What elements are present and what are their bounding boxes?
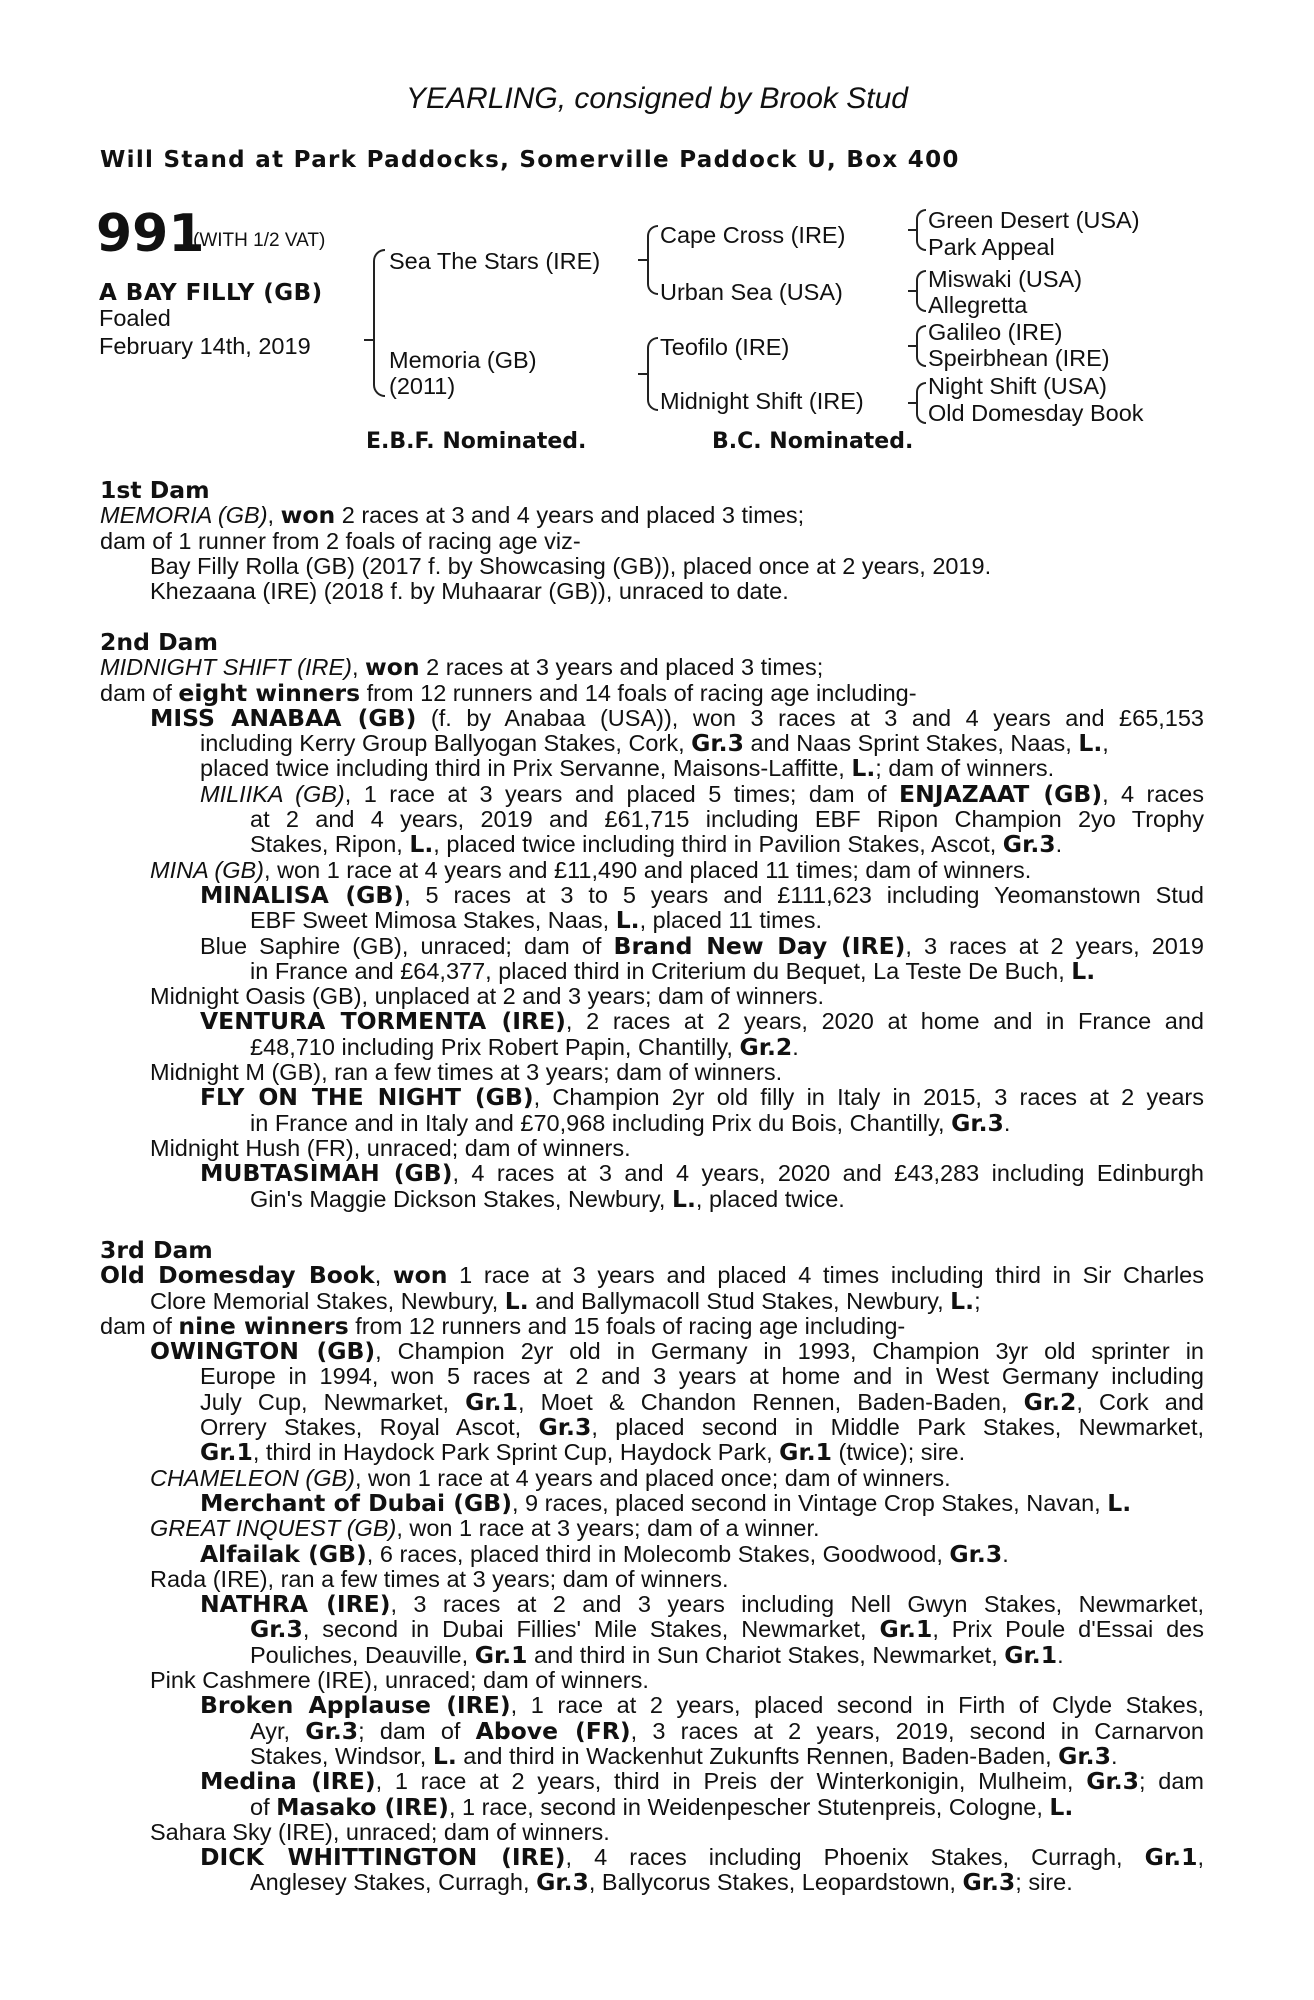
lot-number: 991 xyxy=(96,204,205,264)
bold-text: Gr.3 xyxy=(962,1868,1016,1897)
ebf-nominated: E.B.F. Nominated. xyxy=(366,429,587,454)
record-line xyxy=(100,1870,1204,1895)
text-run: . xyxy=(792,1033,799,1060)
sire-name: Sea The Stars (IRE) xyxy=(389,248,601,274)
record-line xyxy=(100,478,1204,503)
bold-text: Alfailak (GB) xyxy=(200,1539,367,1568)
catalogue-title: YEARLING, consigned by Brook Stud xyxy=(406,82,908,115)
section-heading: 2nd Dam xyxy=(100,628,218,656)
bold-text: L. xyxy=(1078,729,1103,758)
text-run: Stakes, Ripon, xyxy=(250,831,410,858)
text-run: , won 1 race at 4 years and placed once; dam of winners. xyxy=(355,1464,951,1491)
bold-text: NATHRA (IRE) xyxy=(200,1590,391,1619)
text-run: , 4 races at 3 and 4 years, 2020 and £43,283 including Edinburgh xyxy=(452,1160,1204,1187)
record-line xyxy=(100,1741,1204,1770)
bold-text: Old Domesday Book xyxy=(100,1261,375,1290)
record-line xyxy=(100,1716,1204,1745)
record-line xyxy=(100,1161,1204,1186)
record-line xyxy=(100,1792,1204,1821)
text-run: Pouliches, Deauville, xyxy=(250,1641,475,1668)
text-run: , Prix Poule d'Essai des xyxy=(932,1616,1204,1643)
text-run: , 3 races at 2 years, 2019 xyxy=(905,932,1204,959)
text-run: in France and £64,377, placed third in Criterium du Bequet, La Teste De Buch, xyxy=(250,957,1072,984)
text-run: . xyxy=(1110,1742,1118,1769)
italic-name: CHAMELEON (GB) xyxy=(150,1464,355,1491)
text-run: and third in Wackenhut Zukunfts Rennen, Baden-Baden, xyxy=(456,1742,1059,1769)
bold-text: eight winners xyxy=(178,678,361,707)
text-run: , 1 race, second in Weidenpescher Stutenpreis, Cologne, xyxy=(448,1793,1050,1820)
record-line xyxy=(100,1032,1204,1061)
record-line: dam of 1 runner from 2 foals of racing age viz- xyxy=(100,527,581,554)
record-line xyxy=(100,1286,1204,1315)
record-line xyxy=(100,1516,1204,1541)
text-run: , Ballycorus Stakes, Leopardstown, xyxy=(588,1869,963,1896)
text-run: , won 1 race at 3 years; dam of a winner. xyxy=(396,1515,820,1542)
record-line xyxy=(100,1311,1204,1340)
bold-text: Gr.3 xyxy=(536,1868,589,1897)
record-line xyxy=(100,1339,1204,1364)
bold-text: L. xyxy=(615,906,640,935)
text-run: , Cork and xyxy=(1076,1388,1204,1415)
record-line xyxy=(100,1387,1204,1416)
text-run: , 9 races, placed second in Vintage Crop Stakes, Navan, xyxy=(511,1489,1108,1516)
record-line xyxy=(100,1238,1204,1263)
record-line xyxy=(100,880,1204,909)
vat-note: (WITH 1/2 VAT) xyxy=(193,230,326,251)
record-line xyxy=(100,703,1205,732)
text-run: , Champion 2yr old in Germany in 1993, Champion 3yr old sprinter in xyxy=(375,1338,1204,1365)
bold-text: Gr.1 xyxy=(1144,1843,1198,1872)
italic-name: GREAT INQUEST (GB) xyxy=(150,1515,397,1542)
italic-name: MIDNIGHT SHIFT (IRE) xyxy=(100,654,352,681)
text-run: EBF Sweet Mimosa Stakes, Naas, xyxy=(250,907,616,934)
bold-text: Gr.1 xyxy=(879,1615,933,1644)
section-heading: 1st Dam xyxy=(100,476,210,504)
dam-name: Memoria (GB) xyxy=(389,347,537,373)
second-dam-section xyxy=(100,630,1204,1212)
record-line: MIDNIGHT SHIFT (IRE), won 2 races at 3 years and placed 3 times; xyxy=(100,653,824,682)
bc-nominated: B.C. Nominated. xyxy=(712,429,914,454)
bold-text: L. xyxy=(1107,1488,1132,1517)
record-line xyxy=(100,1466,1204,1491)
bold-text: Merchant of Dubai (GB) xyxy=(200,1488,512,1517)
text-run: Blue Saphire (GB), unraced; dam of xyxy=(200,932,614,959)
text-run: 1 race at 3 years and placed 4 times including third in Sir Charles xyxy=(447,1262,1205,1289)
record-line xyxy=(100,1415,1204,1440)
text-run: dam of xyxy=(100,679,179,706)
gg-name: Old Domesday Book xyxy=(928,400,1144,426)
record-line xyxy=(100,1108,1204,1137)
bold-text: OWINGTON (GB) xyxy=(150,1337,376,1366)
record-line: at 2 and 4 years, 2019 and £61,715 including EBF Ripon Champion 2yo Trophy xyxy=(250,806,1204,833)
text-run: ; dam of winners. xyxy=(875,755,1055,782)
third-dam-section xyxy=(100,1238,1204,1896)
bold-text: won xyxy=(392,1261,448,1290)
text-run: 2 races at 3 years and placed 3 times; xyxy=(419,654,824,681)
text-run: 2 races at 3 and 4 years and placed 3 times; xyxy=(335,502,805,529)
bold-text: Gr.2 xyxy=(1023,1387,1077,1416)
text-run: , placed second in Middle Park Stakes, Newmarket, xyxy=(591,1414,1204,1441)
text-run: , xyxy=(1102,730,1109,757)
text-run: July Cup, Newmarket, xyxy=(200,1388,466,1415)
text-run: , placed twice including third in Pavilion Stakes, Ascot, xyxy=(433,831,1003,858)
record-line xyxy=(100,1693,1204,1718)
bold-text: Gr.3 xyxy=(305,1716,359,1745)
text-run: , won 1 race at 4 years and £11,490 and placed 11 times; dam of winners. xyxy=(264,856,1032,883)
bold-text: Gr.3 xyxy=(1058,1741,1111,1770)
text-run: including Kerry Group Ballyogan Stakes, Cork, xyxy=(200,730,692,757)
text-run: in France and in Italy and £70,968 including Prix du Bois, Chantilly, xyxy=(250,1109,952,1136)
text-run: dam of xyxy=(100,1312,179,1339)
text-run: and Ballymacoll Stud Stakes, Newbury, xyxy=(528,1287,951,1314)
bold-text: Medina (IRE) xyxy=(200,1767,376,1796)
text-run: , 5 races at 3 to 5 years and £111,623 including Yeomanstown Stud xyxy=(404,881,1204,908)
text-run: , 2 races at 2 years, 2020 at home and in France and xyxy=(565,1008,1205,1035)
dam-sire-name: Teofilo (IRE) xyxy=(660,334,790,360)
text-run: . xyxy=(1055,831,1063,858)
bold-text: VENTURA TORMENTA (IRE) xyxy=(200,1007,566,1036)
text-run: Gin's Maggie Dickson Stakes, Newbury, xyxy=(250,1185,672,1212)
bold-text: Gr.3 xyxy=(1002,830,1056,859)
produce-record: Bay Filly Rolla (GB) (2017 f. by Showcasing (GB)), placed once at 2 years, 2019. xyxy=(150,552,992,579)
record-line xyxy=(100,756,1204,781)
record-line: Sahara Sky (IRE), unraced; dam of winners. xyxy=(150,1818,610,1845)
text-run: , xyxy=(1197,1844,1204,1871)
record-line xyxy=(100,1640,1204,1669)
text-run: ; dam xyxy=(1139,1768,1205,1795)
stabling-location: Will Stand at Park Paddocks, Somerville Paddock U, Box 400 xyxy=(100,147,960,173)
bold-text: Broken Applause (IRE) xyxy=(200,1691,511,1720)
bold-text: won xyxy=(280,501,336,530)
bold-text: L. xyxy=(1071,956,1096,985)
bold-text: L. xyxy=(1049,1792,1074,1821)
text-run: , Moet & Chandon Rennen, Baden-Baden, xyxy=(517,1388,1024,1415)
record-line: Midnight Oasis (GB), unplaced at 2 and 3 years; dam of winners. xyxy=(150,983,824,1010)
bold-text: Gr.1 xyxy=(474,1640,528,1669)
produce-record: Khezaana (IRE) (2018 f. by Muhaarar (GB)), unraced to date. xyxy=(150,578,789,605)
text-run: Orrery Stakes, Royal Ascot, xyxy=(200,1414,539,1441)
bold-text: L. xyxy=(851,754,876,783)
gg-name: Speirbhean (IRE) xyxy=(928,345,1110,371)
bold-text: nine winners xyxy=(178,1311,349,1340)
bold-text: Gr.3 xyxy=(1086,1767,1140,1796)
bold-text: Gr.1 xyxy=(465,1387,518,1416)
bold-text: Gr.3 xyxy=(691,729,744,758)
text-run: Ayr, xyxy=(250,1717,306,1744)
text-run: Stakes, Windsor, xyxy=(250,1742,433,1769)
bold-text: Masako (IRE) xyxy=(276,1792,449,1821)
bold-text: L. xyxy=(504,1286,529,1315)
text-run: , 3 races at 2 years, 2019, second in Carnarvon xyxy=(630,1717,1204,1744)
sire-dam-name: Urban Sea (USA) xyxy=(660,279,843,305)
text-run: , 1 race at 2 years, placed second in Firth of Clyde Stakes, xyxy=(510,1692,1204,1719)
bold-text: Gr.1 xyxy=(1004,1640,1058,1669)
record-line xyxy=(100,832,1204,857)
bold-text: DICK WHITTINGTON (IRE) xyxy=(200,1843,566,1872)
record-line xyxy=(100,1617,1204,1642)
text-run: , 4 races including Phoenix Stakes, Curragh, xyxy=(565,1844,1145,1871)
bold-text: ENJAZAAT (GB) xyxy=(899,779,1103,808)
text-run: , 1 race at 2 years, third in Preis der Winterkonigin, Mulheim, xyxy=(375,1768,1087,1795)
bold-text: L. xyxy=(409,830,434,859)
record-line xyxy=(100,1085,1204,1110)
gg-name: Miswaki (USA) xyxy=(928,266,1083,292)
record-line xyxy=(100,1592,1204,1617)
record-line: Europe in 1994, won 5 races at 2 and 3 years at home and in West Germany including xyxy=(200,1363,1204,1390)
record-line xyxy=(100,630,1204,655)
text-run: from 12 runners and 14 foals of racing age including- xyxy=(360,679,917,706)
record-line xyxy=(100,956,1204,985)
record-line xyxy=(100,1845,1204,1870)
section-heading: 3rd Dam xyxy=(100,1236,213,1264)
bold-text: FLY ON THE NIGHT (GB) xyxy=(200,1083,534,1112)
bold-text: won xyxy=(365,653,420,682)
bold-text: Gr.1 xyxy=(200,1438,253,1467)
bold-text: MUBTASIMAH (GB) xyxy=(200,1159,453,1188)
text-run: , Champion 2yr old filly in Italy in 2015, 3 races at 2 years xyxy=(533,1084,1204,1111)
record-line: Pink Cashmere (IRE), unraced; dam of winners. xyxy=(150,1667,649,1694)
italic-name: MINA (GB) xyxy=(150,856,265,883)
text-run: ; dam of xyxy=(358,1717,476,1744)
record-line: Rada (IRE), ran a few times at 3 years; dam of winners. xyxy=(150,1565,729,1592)
foaled-label: Foaled xyxy=(99,305,171,331)
record-line: Midnight M (GB), ran a few times at 3 years; dam of winners. xyxy=(150,1059,783,1086)
record-line xyxy=(100,908,1204,933)
bold-text: Gr.3 xyxy=(250,1615,303,1644)
foaled-date: February 14th, 2019 xyxy=(99,333,311,359)
bold-text: Gr.3 xyxy=(949,1539,1003,1568)
gg-name: Allegretta xyxy=(928,292,1028,318)
text-run: Anglesey Stakes, Curragh, xyxy=(250,1869,537,1896)
text-run: . xyxy=(1002,1540,1009,1567)
text-run: (f. by Anabaa (USA)), won 3 races at 3 and 4 years and £65,153 xyxy=(416,704,1205,731)
text-run: placed twice including third in Prix Servanne, Maisons-Laffitte, xyxy=(200,755,852,782)
text-run: , 3 races at 2 and 3 years including Nell Gwyn Stakes, Newmarket, xyxy=(390,1591,1204,1618)
record-line xyxy=(100,1184,1204,1213)
record-line xyxy=(100,779,1205,808)
bold-text: Gr.3 xyxy=(538,1413,592,1442)
bold-text: L. xyxy=(950,1286,975,1315)
gg-name: Night Shift (USA) xyxy=(928,373,1107,399)
record-line xyxy=(100,1263,1204,1288)
text-run: , 6 races, placed third in Molecomb Stakes, Goodwood, xyxy=(366,1540,950,1567)
record-line: Midnight Hush (FR), unraced; dam of winners. xyxy=(150,1134,631,1161)
sire-sire-name: Cape Cross (IRE) xyxy=(660,222,846,248)
record-line xyxy=(100,1539,1204,1568)
bold-text: L. xyxy=(432,1741,457,1770)
record-line xyxy=(100,731,1204,756)
record-line xyxy=(100,1440,1204,1465)
text-run: . xyxy=(1003,1109,1011,1136)
text-run: . xyxy=(1057,1641,1064,1668)
record-line xyxy=(100,1488,1204,1517)
record-line xyxy=(100,1769,1204,1794)
text-run: ; sire. xyxy=(1015,1869,1073,1896)
bold-text: MINALISA (GB) xyxy=(200,880,405,909)
text-run: , third in Haydock Park Sprint Cup, Haydock Park, xyxy=(252,1439,780,1466)
gg-name: Green Desert (USA) xyxy=(928,207,1140,233)
text-run: Clore Memorial Stakes, Newbury, xyxy=(150,1287,505,1314)
text-run: and Naas Sprint Stakes, Naas, xyxy=(743,730,1079,757)
italic-name: MEMORIA (GB) xyxy=(100,502,268,529)
gg-name: Galileo (IRE) xyxy=(928,319,1063,345)
text-run: , xyxy=(374,1262,393,1289)
text-run: , placed 11 times. xyxy=(639,907,823,934)
bold-text: Brand New Day (IRE) xyxy=(613,931,906,960)
first-dam-section xyxy=(100,478,1204,604)
bold-text: MISS ANABAA (GB) xyxy=(150,703,417,732)
bold-text: Gr.3 xyxy=(951,1108,1004,1137)
text-run: , placed twice. xyxy=(695,1185,845,1212)
bold-text: Gr.1 xyxy=(779,1438,832,1467)
text-run: of xyxy=(250,1793,277,1820)
text-run: and third in Sun Chariot Stakes, Newmarket, xyxy=(527,1641,1005,1668)
bold-text: Above (FR) xyxy=(475,1716,631,1745)
record-line xyxy=(100,931,1204,960)
text-run: (twice); sire. xyxy=(831,1439,966,1466)
bold-text: L. xyxy=(672,1184,696,1213)
text-run: from 12 runners and 15 foals of racing age including- xyxy=(348,1312,906,1339)
text-run: , 1 race at 3 years and placed 5 times; dam of xyxy=(344,780,900,807)
text-run: ; xyxy=(974,1287,981,1314)
record-line xyxy=(100,1009,1204,1034)
text-run: , 4 races xyxy=(1102,780,1205,807)
dam-dam-name: Midnight Shift (IRE) xyxy=(660,388,864,414)
gg-name: Park Appeal xyxy=(928,234,1055,260)
dam-year: (2011) xyxy=(389,373,456,399)
record-line xyxy=(100,858,1204,883)
bold-text: Gr.2 xyxy=(739,1032,793,1061)
record-line: MEMORIA (GB), won 2 races at 3 and 4 years and placed 3 times; xyxy=(100,501,805,530)
lot-name: A BAY FILLY (GB) xyxy=(99,280,323,306)
record-line xyxy=(100,678,1204,707)
text-run: , second in Dubai Fillies' Mile Stakes, Newmarket, xyxy=(302,1616,880,1643)
text-run: £48,710 including Prix Robert Papin, Chantilly, xyxy=(250,1033,740,1060)
italic-name: MILIIKA (GB) xyxy=(200,780,345,807)
